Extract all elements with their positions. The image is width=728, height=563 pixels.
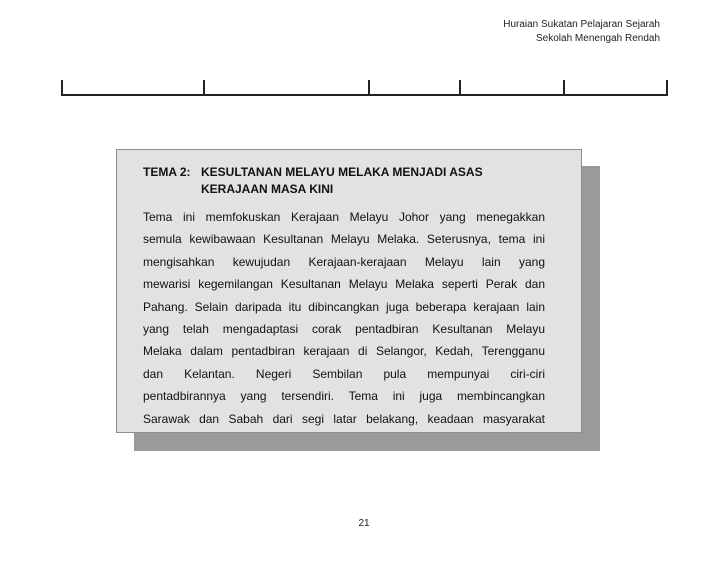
header-line-2: Sekolah Menengah Rendah [536, 33, 660, 44]
running-header [503, 18, 660, 46]
ruler-tick [459, 80, 461, 94]
theme-title [143, 164, 545, 198]
body-line: mewarisi kegemilangan Kesultanan Melayu Melaka seperti Perak dan [143, 277, 545, 292]
theme-title-line-1: KESULTANAN MELAYU MELAKA MENJADI ASAS [201, 165, 483, 179]
ruler-tick [563, 80, 565, 94]
body-line: pentadbirannya yang tersendiri. Tema ini juga membincangkan [143, 389, 545, 404]
theme-box [116, 149, 582, 433]
theme-body [143, 206, 545, 430]
body-line: mengisahkan kewujudan Kerajaan-kerajaan Melayu lain yang [143, 254, 545, 269]
body-line: Pahang. Selain daripada itu dibincangkan juga beberapa kerajaan lain [143, 299, 545, 314]
header-line-1: Huraian Sukatan Pelajaran Sejarah [503, 19, 660, 30]
ruler-tick [666, 80, 668, 94]
header-ruler [61, 80, 668, 96]
page-number: 21 [358, 518, 370, 529]
ruler-tick [61, 80, 63, 94]
body-line: semula kewibawaan Kesultanan Melayu Melaka. Seterusnya, tema ini [143, 232, 545, 247]
theme-title-text [201, 164, 483, 198]
theme-number: TEMA 2: [143, 165, 191, 179]
theme-title-line-2: KERAJAAN MASA KINI [201, 182, 334, 196]
body-line: dan Kelantan. Negeri Sembilan pula mempunyai ciri-ciri [143, 366, 545, 381]
body-line: Melaka dalam pentadbiran kerajaan di Selangor, Kedah, Terengganu [143, 344, 545, 359]
body-line: Tema ini memfokuskan Kerajaan Melayu Johor yang menegakkan [143, 210, 545, 224]
body-line: yang telah mengadaptasi corak pentadbiran Kesultanan Melayu [143, 321, 545, 336]
ruler-tick [368, 80, 370, 94]
ruler-tick [203, 80, 205, 94]
body-line: Sarawak dan Sabah dari segi latar belakang, keadaan masyarakat [143, 411, 545, 426]
